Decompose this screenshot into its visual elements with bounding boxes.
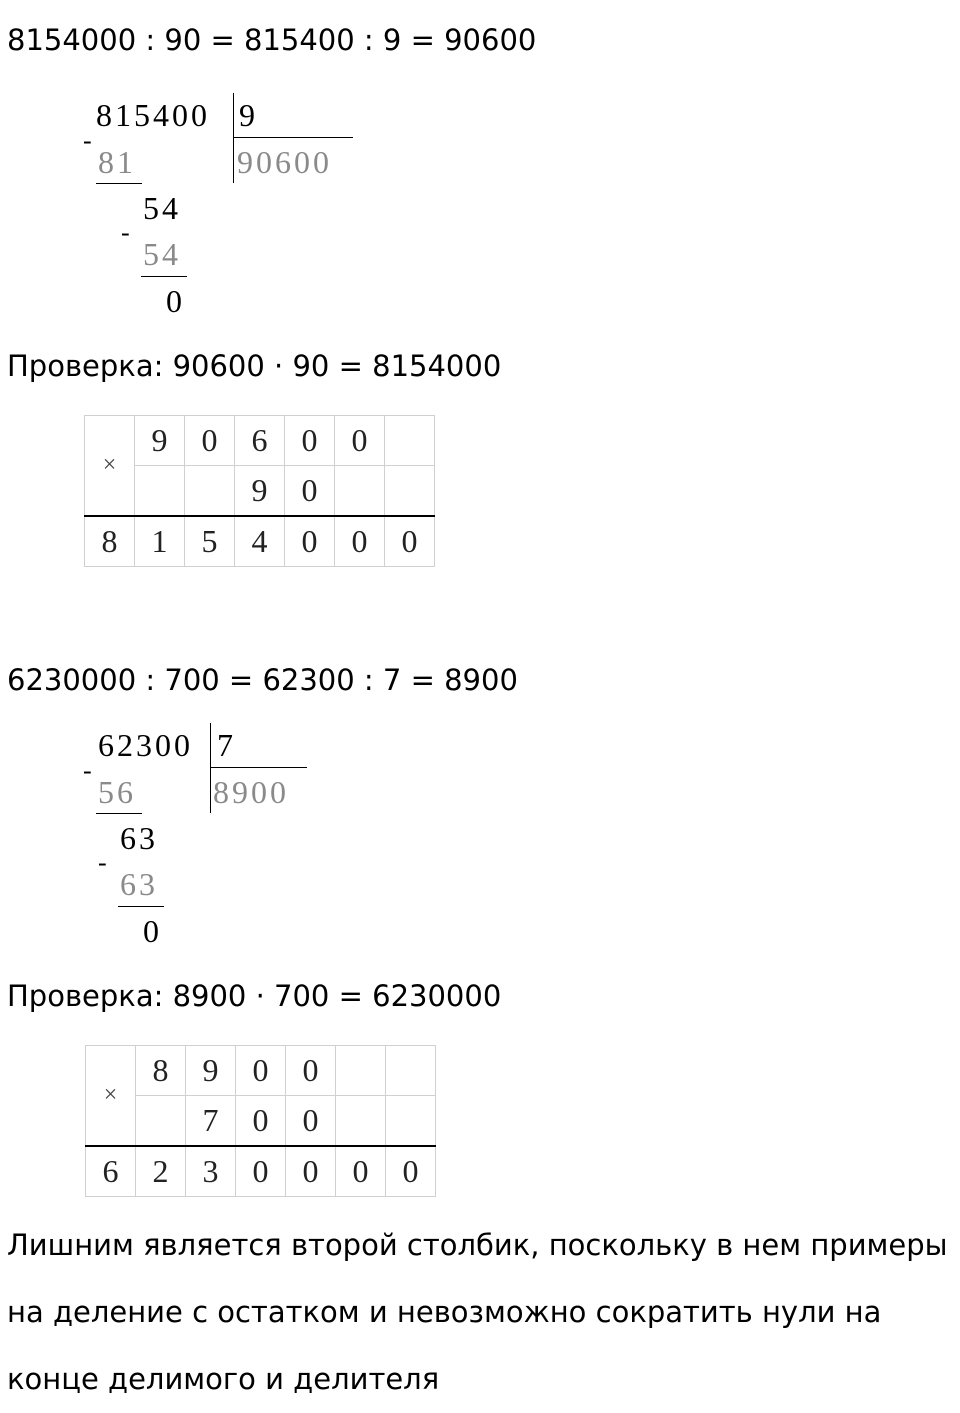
subtrahend-2: 63 (120, 866, 158, 902)
result-cell: 4 (235, 516, 285, 567)
cell (386, 1096, 436, 1147)
subtrahend-2: 54 (143, 236, 181, 272)
cell: 0 (286, 1096, 336, 1147)
cell: 7 (186, 1096, 236, 1147)
conclusion-line-3: конце делимого и делителя (7, 1362, 440, 1396)
equation-1: 8154000 : 90 = 815400 : 9 = 90600 (7, 23, 537, 57)
dividend: 815400 (96, 97, 210, 133)
conclusion-line-2: на деление с остатком и невозможно сократить нули на (7, 1295, 882, 1329)
cell: 0 (335, 416, 385, 466)
subtrahend-1: 56 (98, 774, 136, 810)
cell: 9 (235, 466, 285, 517)
result-cell: 0 (335, 516, 385, 567)
cell: 0 (236, 1096, 286, 1147)
equation-2: 6230000 : 700 = 62300 : 7 = 8900 (7, 663, 518, 697)
result-cell: 3 (186, 1146, 236, 1197)
subtraction-line-2 (118, 906, 164, 907)
quotient: 8900 (213, 774, 289, 810)
minus-sign: - (83, 756, 92, 785)
cell (336, 1096, 386, 1147)
result-cell: 0 (386, 1146, 436, 1197)
final-remainder: 0 (166, 283, 185, 319)
cell (135, 466, 185, 517)
result-cell: 0 (236, 1146, 286, 1197)
result-cell: 5 (185, 516, 235, 567)
result-cell: 2 (136, 1146, 186, 1197)
result-cell: 1 (135, 516, 185, 567)
divisor-underline (210, 767, 307, 768)
minus-sign: - (121, 218, 130, 247)
multiplication-table-2 (85, 1045, 436, 1197)
check-2: Проверка: 8900 · 700 = 6230000 (7, 979, 502, 1013)
subtrahend-1: 81 (98, 144, 136, 180)
division-vertical-bar (233, 93, 234, 183)
cell: 8 (136, 1046, 186, 1096)
cell: 0 (236, 1046, 286, 1096)
result-cell: 8 (85, 516, 135, 567)
remainder-1: 54 (143, 190, 181, 226)
cell: 0 (185, 416, 235, 466)
multiplication-table-1 (84, 415, 435, 567)
cell: 0 (286, 1046, 336, 1096)
result-cell: 0 (336, 1146, 386, 1197)
cell: 9 (135, 416, 185, 466)
cell (385, 416, 435, 466)
divisor: 7 (217, 727, 236, 763)
cell: 0 (285, 416, 335, 466)
dividend: 62300 (98, 727, 193, 763)
result-cell: 0 (285, 516, 335, 567)
result-cell: 0 (385, 516, 435, 567)
result-cell: 0 (286, 1146, 336, 1197)
minus-sign: - (83, 126, 92, 155)
divisor-underline (233, 137, 353, 138)
subtraction-line-1 (96, 183, 142, 184)
minus-sign: - (98, 848, 107, 877)
cell (136, 1096, 186, 1147)
divisor: 9 (239, 97, 258, 133)
multiply-sign: × (85, 416, 135, 517)
remainder-1: 63 (120, 820, 158, 856)
subtraction-line-2 (141, 276, 187, 277)
conclusion-line-1: Лишним является второй столбик, поскольку в нем примеры (7, 1228, 948, 1262)
cell: 6 (235, 416, 285, 466)
final-remainder: 0 (143, 913, 162, 949)
cell (386, 1046, 436, 1096)
cell: 0 (285, 466, 335, 517)
cell (185, 466, 235, 517)
multiply-sign: × (86, 1046, 136, 1147)
cell (335, 466, 385, 517)
cell (385, 466, 435, 517)
cell: 9 (186, 1046, 236, 1096)
division-vertical-bar (210, 723, 211, 813)
subtraction-line-1 (96, 813, 142, 814)
check-1: Проверка: 90600 · 90 = 8154000 (7, 349, 502, 383)
quotient: 90600 (237, 144, 332, 180)
cell (336, 1046, 386, 1096)
result-cell: 6 (86, 1146, 136, 1197)
